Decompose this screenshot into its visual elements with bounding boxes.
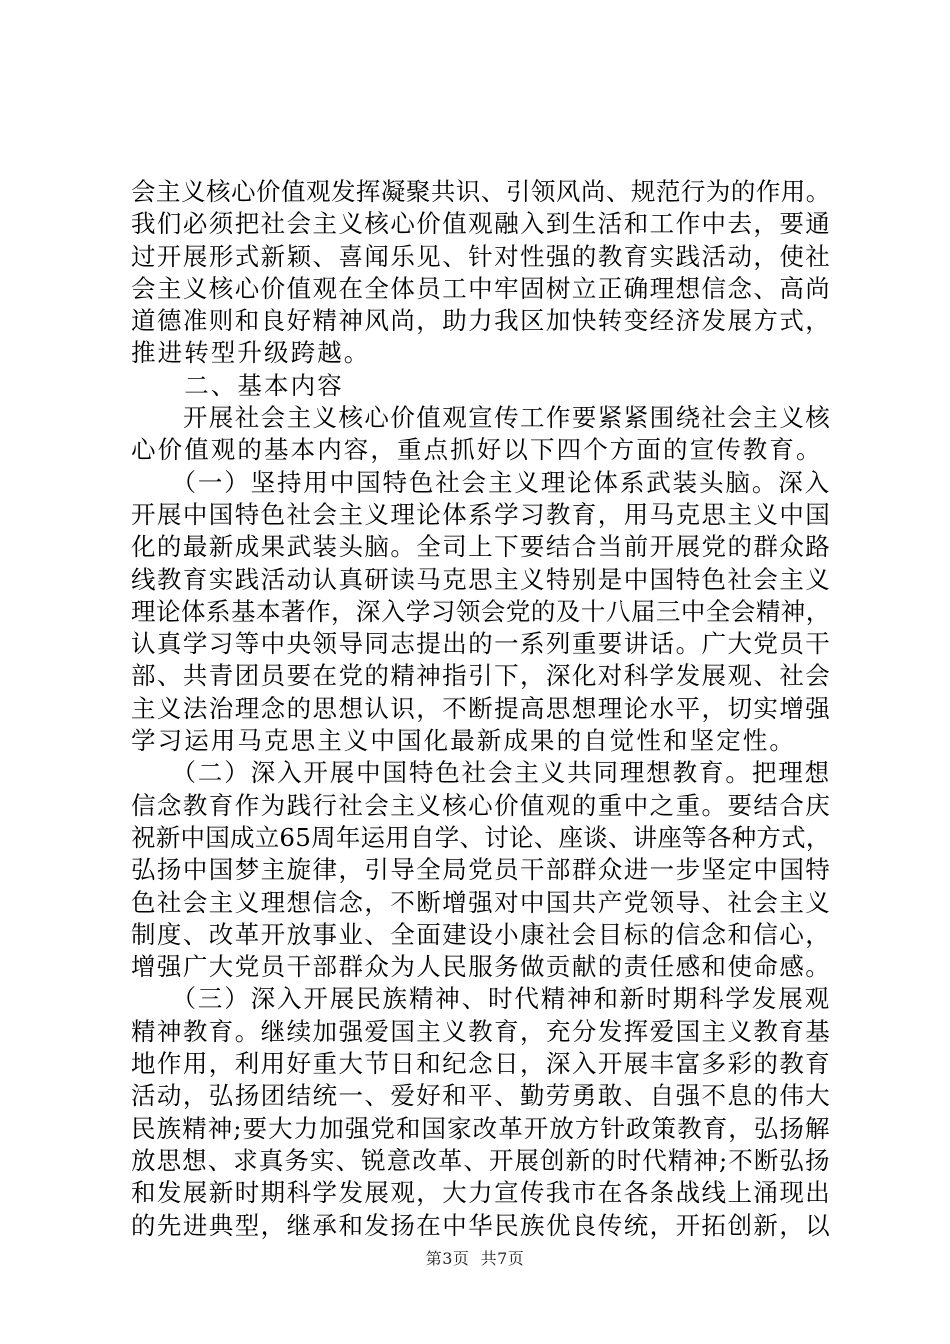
text-line: 精神教育。继续加强爱国主义教育，充分发挥爱国主义教育基 (131, 1016, 832, 1046)
text-line: 信念教育作为践行社会主义核心价值观的重中之重。要结合庆 (131, 790, 832, 820)
text-line: 推进转型升级跨越。 (131, 338, 371, 368)
text-line: 心价值观的基本内容，重点抓好以下四个方面的宣传教育。 (131, 435, 823, 465)
text-line: 学习运用马克思主义中国化最新成果的自觉性和坚定性。 (131, 726, 796, 756)
text-line: （三）深入开展民族精神、时代精神和新时期科学发展观 (131, 984, 831, 1014)
text-line: 色社会主义理想信念，不断增强对中国共产党领导、社会主义 (131, 887, 832, 917)
text-line: 地作用，利用好重大节日和纪念日，深入开展丰富多彩的教育 (131, 1049, 832, 1079)
text-line: 开展社会主义核心价值观宣传工作要紧紧围绕社会主义核 (131, 403, 832, 433)
text-line: 线教育实践活动认真研读马克思主义特别是中国特色社会主义 (131, 564, 832, 594)
page-footer (0, 1246, 950, 1269)
text-line: 会主义核心价值观发挥凝聚共识、引领风尚、规范行为的作用。 (131, 177, 831, 206)
page-number: 第3页 共7页 (425, 1249, 525, 1268)
text-line: 弘扬中国梦主旋律，引导全局党员干部群众进一步坚定中国特 (131, 855, 832, 885)
body-text (131, 176, 831, 1242)
text-line: 部、共青团员要在党的精神指引下，深化对科学发展观、社会 (131, 661, 832, 691)
text-line: 和发展新时期科学发展观，大力宣传我市在各条战线上涌现出 (131, 1178, 832, 1208)
text-line: 主义法治理念的思想认识，不断提高思想理论水平，切实增强 (131, 693, 832, 723)
text-line: 民族精神;要大力加强党和国家改革开放方针政策教育，弘扬解 (131, 1113, 831, 1143)
text-line: 理论体系基本著作，深入学习领会党的及十八届三中全会精神， (131, 596, 831, 626)
text-line: 的先进典型，继承和发扬在中华民族优良传统，开拓创新，以 (131, 1210, 832, 1240)
text-line: 制度、改革开放事业、全面建设小康社会目标的信念和信心， (131, 919, 832, 949)
text-line: 道德准则和良好精神风尚，助力我区加快转变经济发展方式， (131, 306, 832, 336)
text-line: 增强广大党员干部群众为人民服务做贡献的责任感和使命感。 (131, 952, 832, 982)
text-line: 过开展形式新颖、喜闻乐见、针对性强的教育实践活动，使社 (131, 241, 832, 271)
text-line: 活动，弘扬团结统一、爱好和平、勤劳勇敢、自强不息的伟大 (131, 1081, 832, 1111)
text-line: 放思想、求真务实、锐意改革、开展创新的时代精神;不断弘扬 (131, 1145, 831, 1175)
text-line: 化的最新成果武装头脑。全司上下要结合当前开展党的群众路 (131, 532, 832, 562)
text-line: （二）深入开展中国特色社会主义共同理想教育。把理想 (131, 758, 831, 788)
text-line: （一）坚持用中国特色社会主义理论体系武装头脑。深入 (131, 467, 831, 497)
text-line: 祝新中国成立65周年运用自学、讨论、座谈、讲座等各种方式， (131, 822, 831, 852)
text-line: 我们必须把社会主义核心价值观融入到生活和工作中去，要通 (131, 209, 832, 239)
text-line: 会主义核心价值观在全体员工中牢固树立正确理想信念、高尚 (131, 273, 832, 303)
text-line: 二、基本内容 (131, 370, 344, 400)
text-line: 开展中国特色社会主义理论体系学习教育，用马克思主义中国 (131, 499, 832, 529)
text-line: 认真学习等中央领导同志提出的一系列重要讲话。广大党员干 (131, 629, 832, 659)
